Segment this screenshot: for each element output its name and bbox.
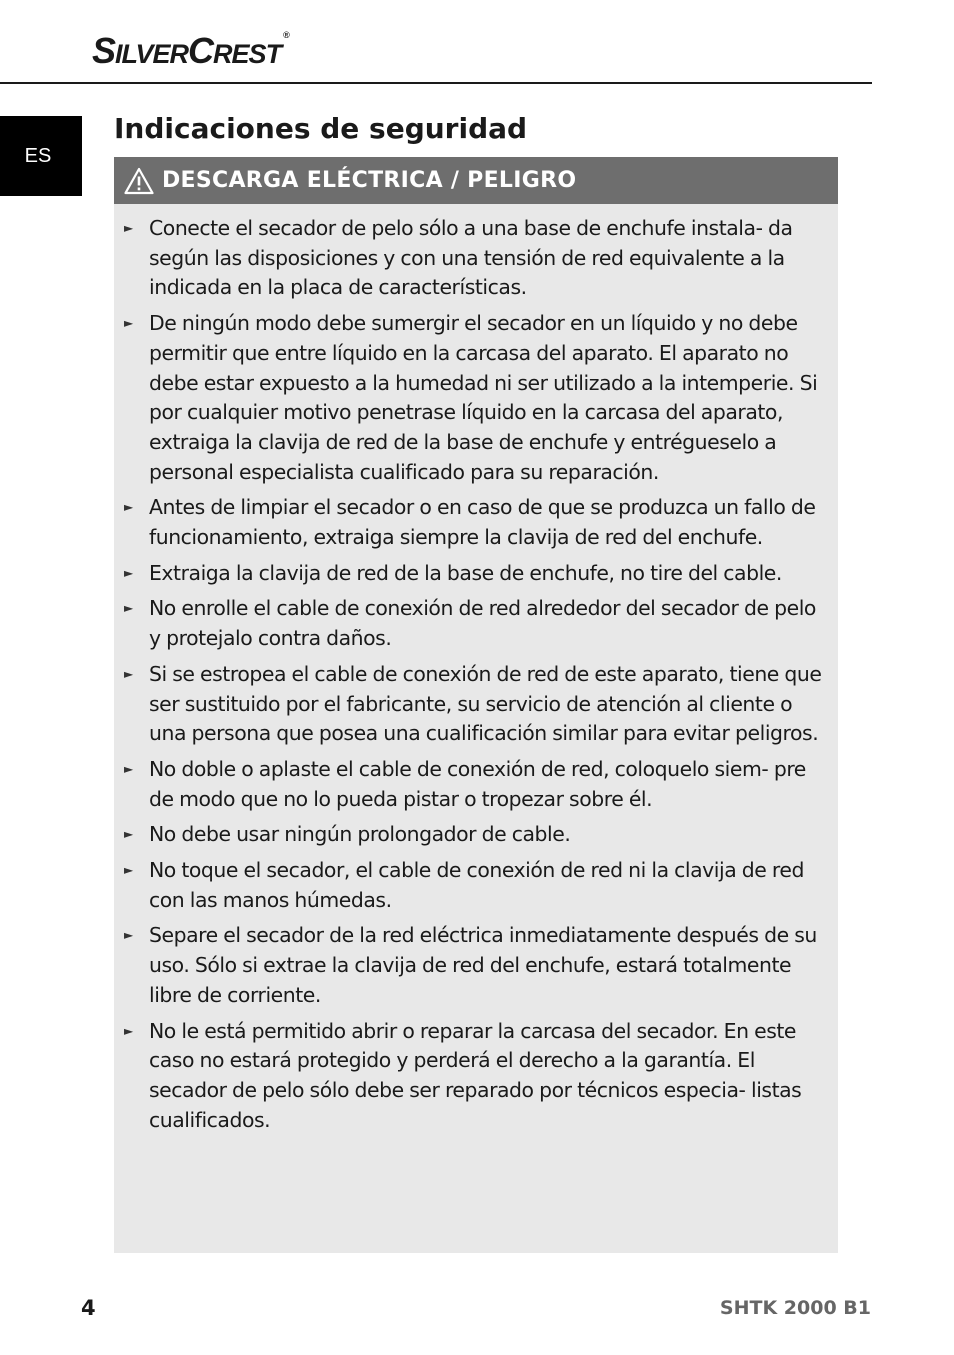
- warning-header-text: DESCARGA ELÉCTRICA / PELIGRO: [162, 168, 577, 193]
- safety-list: [114, 204, 838, 1135]
- bullet-arrow-icon: ►: [124, 928, 134, 943]
- bullet-arrow-icon: ►: [124, 221, 134, 235]
- list-item: ► No doble o aplaste el cable de conexión de red, coloquelo siem- pre de modo que no lo pueda pistar o tropezar sobre él.: [124, 756, 806, 811]
- list-item: ► Conecte el secador de pelo sólo a una base de enchufe instala- da según las disposiciones y con una tensión de red equivalente a la indicada en la placa de características.: [124, 216, 793, 300]
- language-tab: ES: [0, 116, 82, 196]
- list-item: ► De ningún modo debe sumergir el secador en un líquido y no debe permitir que entre líquido en la carcasa del aparato. El aparato no debe estar expuesto a la humedad ni ser utilizado a la intemperie. Si por cualquier motivo penetrase líquido en la carcasa del aparato, extraiga la clavija de red de la base de enchufe y entrégueselo a personal especialista cualificado para su reparación.: [124, 311, 818, 484]
- bullet-arrow-icon: ►: [124, 761, 134, 776]
- header-divider: [0, 82, 872, 84]
- warning-box: [114, 157, 838, 1253]
- bullet-arrow-icon: ►: [124, 827, 134, 842]
- section-title: Indicaciones de seguridad: [114, 112, 528, 145]
- page-number: 4: [81, 1296, 96, 1320]
- bullet-arrow-icon: ►: [124, 316, 134, 331]
- bullet-arrow-icon: ►: [124, 666, 134, 681]
- warning-header: [114, 157, 838, 204]
- list-item: ► Extraiga la clavija de red de la base de enchufe, no tire del cable.: [124, 559, 828, 589]
- bullet-arrow-icon: ►: [124, 500, 134, 515]
- list-item: ► Si se estropea el cable de conexión de red de este aparato, tiene que ser sustituido por el fabricante, su servicio de atención al cliente o una persona que posea una cualificación similar para evitar peligros.: [124, 661, 822, 746]
- list-item: ► Separe el secador de la red eléctrica inmediatamente después de su uso. Sólo si extrae la clavija de red del enchufe, estará totalmente libre de corriente.: [124, 923, 817, 1007]
- bullet-arrow-icon: ►: [124, 863, 134, 878]
- bullet-arrow-icon: ►: [124, 601, 134, 616]
- list-item: ► No debe usar ningún prolongador de cable.: [124, 820, 828, 850]
- list-item: ► No le está permitido abrir o reparar la carcasa del secador. En este caso no estará protegido y perderá el derecho a la garantía. El secador de pelo sólo debe ser reparado por técnicos especia- listas cualificados.: [124, 1018, 802, 1132]
- warning-triangle-icon: [124, 167, 154, 195]
- bullet-arrow-icon: ►: [124, 1023, 134, 1038]
- list-item: ► No enrolle el cable de conexión de red alrededor del secador de pelo y protejalo contra daños.: [124, 596, 816, 651]
- model-number: SHTK 2000 B1: [719, 1297, 871, 1319]
- brand-logo: SILVERCREST®: [92, 30, 289, 71]
- bullet-arrow-icon: ►: [124, 565, 134, 580]
- list-item: ► Antes de limpiar el secador o en caso de que se produzca un fallo de funcionamiento, extraiga siempre la clavija de red del enchufe.: [124, 495, 816, 550]
- list-item: ► No toque el secador, el cable de conexión de red ni la clavija de red con las manos húmedas.: [124, 858, 804, 912]
